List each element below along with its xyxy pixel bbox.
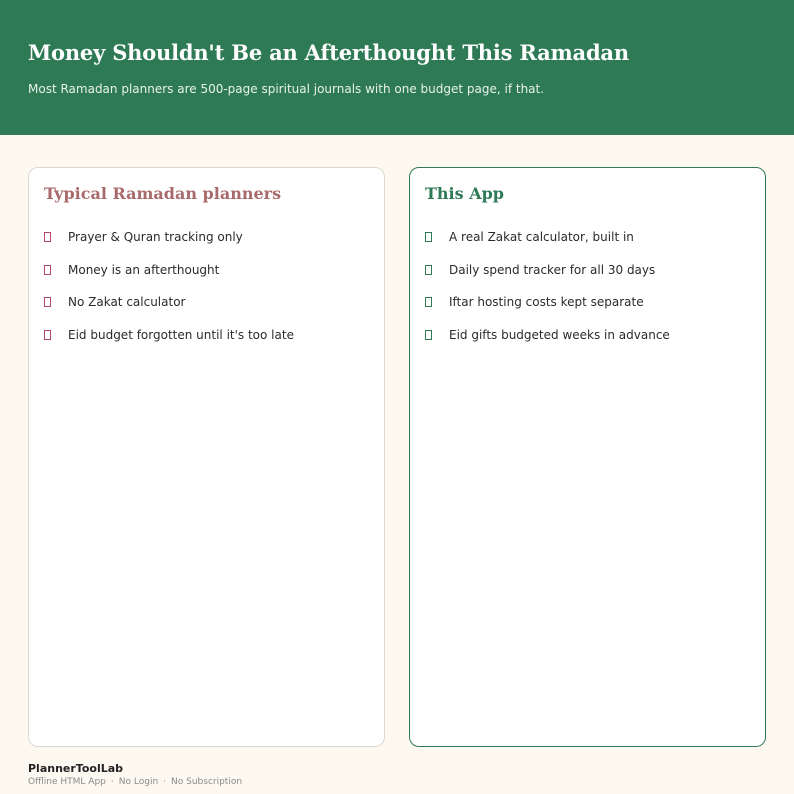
list-item xyxy=(44,295,374,328)
hero-header xyxy=(0,0,794,135)
page-title: Money Shouldn't Be an Afterthought This Ramadan xyxy=(28,40,629,65)
list-item-text: Prayer & Quran tracking only xyxy=(68,230,243,244)
x-mark-icon xyxy=(44,265,51,275)
list-item-text: No Zakat calculator xyxy=(68,295,186,309)
x-mark-icon xyxy=(44,232,51,242)
footer-meta xyxy=(28,777,242,787)
list-item xyxy=(425,230,755,263)
footer-brand: PlannerToolLab xyxy=(28,762,124,775)
list-item xyxy=(44,230,374,263)
list-item xyxy=(44,328,374,361)
footer-separator: · xyxy=(110,777,114,787)
check-mark-icon xyxy=(425,330,432,340)
footer-meta-offline: Offline HTML App xyxy=(28,777,106,787)
list-item xyxy=(425,263,755,296)
check-mark-icon xyxy=(425,297,432,307)
list-item xyxy=(425,295,755,328)
card-title-this-app: This App xyxy=(425,184,504,203)
footer-meta-no-login: No Login xyxy=(118,777,159,787)
list-item-text: Money is an afterthought xyxy=(68,262,220,277)
list-item-text: Iftar hosting costs kept separate xyxy=(449,295,644,309)
list-item-text: A real Zakat calculator, built in xyxy=(449,230,634,244)
this-app-card xyxy=(409,167,766,747)
x-mark-icon xyxy=(44,297,51,307)
this-app-list xyxy=(425,230,755,360)
list-item xyxy=(44,263,374,296)
list-item xyxy=(425,328,755,361)
list-item-text: Daily spend tracker for all 30 days xyxy=(449,262,656,277)
typical-planners-card xyxy=(28,167,385,747)
page-subtitle: Most Ramadan planners are 500-page spiritual journals with one budget page, if that. xyxy=(28,82,545,96)
list-item-text: Eid budget forgotten until it's too late xyxy=(68,327,294,342)
typical-planners-list xyxy=(44,230,374,360)
footer-meta-no-subscription: No Subscription xyxy=(171,777,243,787)
list-item-text: Eid gifts budgeted weeks in advance xyxy=(449,327,670,342)
check-mark-icon xyxy=(425,232,432,242)
card-title-typical: Typical Ramadan planners xyxy=(44,184,282,203)
check-mark-icon xyxy=(425,265,432,275)
footer-separator: · xyxy=(163,777,167,787)
x-mark-icon xyxy=(44,330,51,340)
